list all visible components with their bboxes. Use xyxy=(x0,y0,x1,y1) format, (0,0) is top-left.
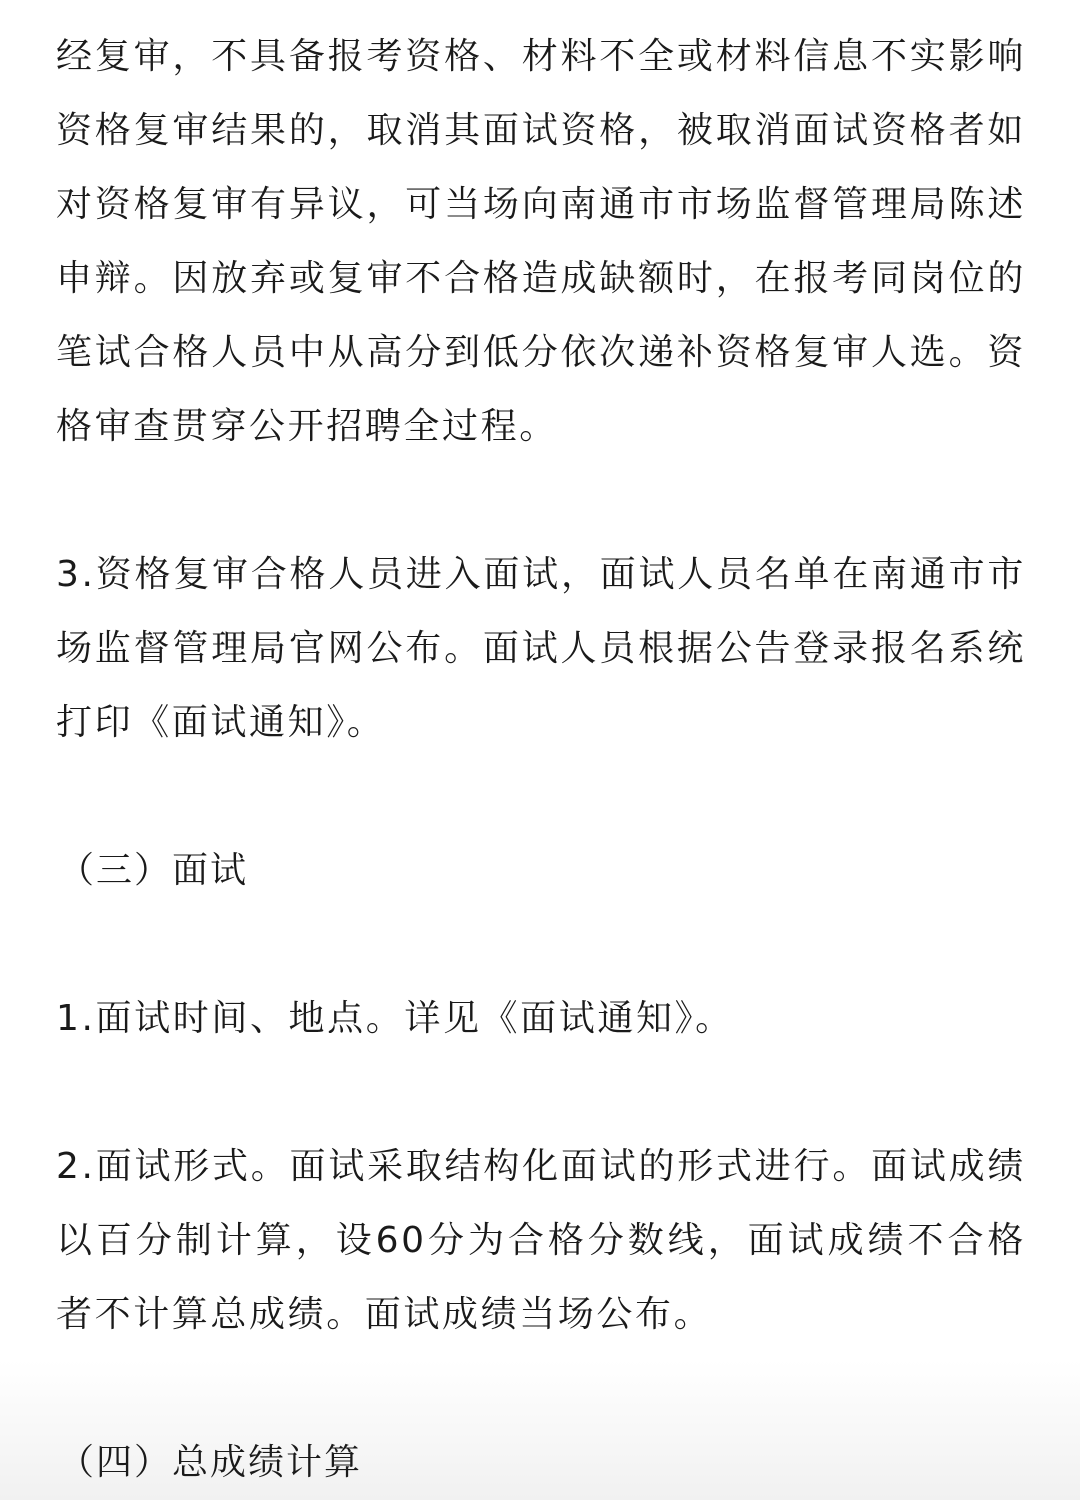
paragraph-spacer xyxy=(56,908,1026,982)
paragraph-spacer xyxy=(56,464,1026,538)
section-heading-total-score: （四）总成绩计算 xyxy=(58,1442,363,1483)
article-body xyxy=(56,20,1026,1500)
paragraph-interview-time: 1.面试时间、地点。详见《面试通知》。 xyxy=(56,998,734,1039)
section-heading-interview: （三）面试 xyxy=(58,850,249,891)
paragraph-spacer xyxy=(56,1056,1026,1130)
paragraph-spacer xyxy=(56,760,1026,834)
paragraph-interview-list: 3.资格复审合格人员进入面试，面试人员名单在南通市市场监督管理局官网公布。面试人员根据公告登录报名系统打印《面试通知》。 xyxy=(56,554,1026,743)
paragraph-interview-format: 2.面试形式。面试采取结构化面试的形式进行。面试成绩以百分制计算，设60分为合格分数线，面试成绩不合格者不计算总成绩。面试成绩当场公布。 xyxy=(56,1146,1026,1335)
paragraph-spacer xyxy=(56,1352,1026,1426)
paragraph-qualification-review: 经复审，不具备报考资格、材料不全或材料信息不实影响资格复审结果的，取消其面试资格，被取消面试资格者如对资格复审有异议，可当场向南通市市场监督管理局陈述申辩。因放弃或复审不合格造成缺额时，在报考同岗位的笔试合格人员中从高分到低分依次递补资格复审人选。资格审查贯穿公开招聘全过程。 xyxy=(56,36,1026,447)
